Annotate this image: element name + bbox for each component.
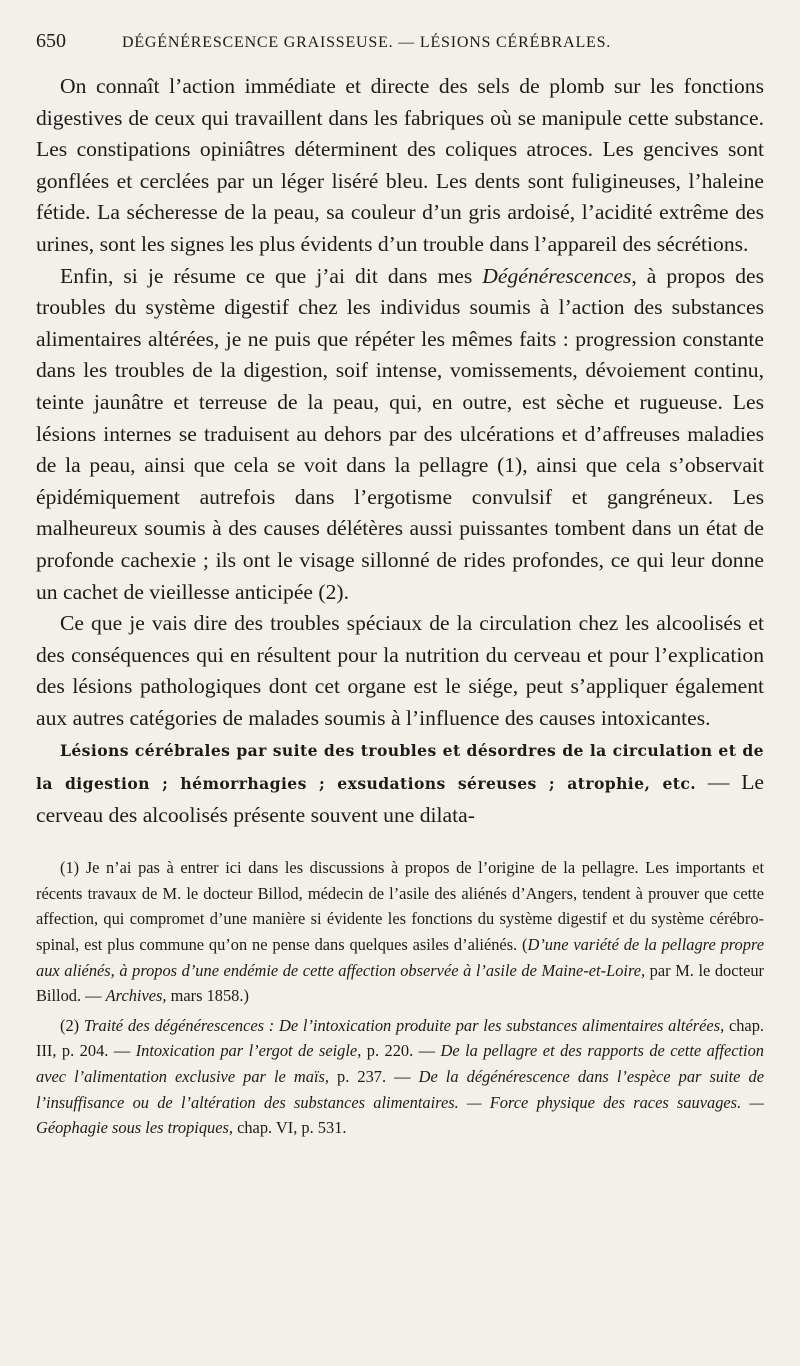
paragraph-summary	[36, 261, 764, 609]
paragraph-lead-poisoning: On connaît l’action immédiate et directe des sels de plomb sur les fonctions digestives de ceux qui travaillent dans les fabriques où se manipule cette substance. Les constipations opiniâtres déterminent des coliques atroces. Les gencives sont gonflées et cerclées par un léger liséré bleu. Les dents sont fuligineuses, l’haleine fétide. La sécheresse de la peau, sa couleur d’un gris ardoisé, l’acidité extrême des urines, sont les signes les plus évidents d’un trouble dans l’appareil des sécrétions.	[36, 74, 764, 256]
paragraph-summary-part: Enfin, si je résume ce que j’ai dit dans mes	[60, 263, 483, 288]
footnote-2-part: (2)	[60, 1015, 84, 1035]
footnotes	[36, 855, 764, 1141]
main-text	[36, 71, 764, 831]
footnote-1-journal: Archives,	[105, 986, 167, 1006]
footnote-2-title: De la dégénérescence dans l’espèce par suite de l’insuffisance ou de l’altération des substances alimentaires. — Force physique des races sauvages. — Géophagie sous les tropiques,	[36, 1067, 764, 1138]
paragraph-section	[36, 734, 764, 831]
footnote-1-part: par M. le docteur Billod. —	[36, 960, 765, 1006]
page-header	[36, 30, 764, 53]
running-title: DÉGÉNÉRESCENCE GRAISSEUSE. — LÉSIONS CÉRÉBRALES.	[122, 34, 612, 51]
footnote-1-part: mars 1858.)	[166, 986, 249, 1006]
footnote-2-title: De la pellagre et des rapports de cette affection avec l’alimentation exclusive par le maïs,	[36, 1041, 764, 1086]
footnote-2-title: Intoxication par l’ergot de seigle,	[135, 1041, 362, 1061]
section-text: — Le cerveau des alcoolisés présente souvent une dilata-	[36, 770, 764, 827]
footnote-2	[36, 1013, 764, 1141]
footnote-2-part: chap. VI, p. 531.	[232, 1118, 347, 1138]
footnote-2-part: chap. III, p. 204. —	[36, 1015, 764, 1061]
footnote-2-part: p. 237. —	[328, 1067, 419, 1086]
footnote-2-part: p. 220. —	[361, 1041, 441, 1061]
footnote-1	[36, 855, 764, 1009]
paragraph-circulation: Ce que je vais dire des troubles spéciaux de la circulation chez les alcoolisés et des conséquences qui en résultent pour la nutrition du cerveau et pour l’explication des lésions pathologiques dont cet organe est le siége, peut s’appliquer également aux autres catégories de malades soumis à l’influence des causes intoxicantes.	[36, 611, 764, 730]
paragraph-summary-part: , à propos des troubles du système digestif chez les individus soumis à l’action des substances alimentaires altérées, je ne puis que répéter les mêmes faits : progression constante dans les troubles de la digestion, soif intense, vomissements, dévoiement continu, teinte jaunâtre et terreuse de la peau, qui, en outre, est sèche et rugueuse. Les lésions internes se traduisent au dehors par des ulcérations et d’affreuses maladies de la peau, ainsi que cela se voit dans la pellagre (1), ainsi que cela s’observait épidémiquement autrefois dans l’ergotisme convulsif et gangréneux. Les malheureux soumis à des causes délétères aussi puissantes tombent dans un état de profonde cachexie ; ils ont le visage sillonné de rides profondes, ce qui leur donne un cachet de vieillesse anticipée (2).	[36, 263, 764, 604]
footnote-2-title: Traité des dégénérescences : De l’intoxication produite par les substances alimentaires altérées,	[83, 1015, 725, 1035]
page-number: 650	[36, 30, 66, 52]
book-title-degenerescences: Dégénérescences	[482, 263, 632, 288]
footnote-1-part: (1) Je n’ai pas à entrer ici dans les discussions à propos de l’origine de la pellagre. Les importants et récents travaux de M. le docteur Billod, médecin de l’asile des aliénés d’Angers, tendent à prouver que cette affection, qui compromet d’une manière si évidente les fonctions du système digestif et du système cérébro-spinal, est plus commune qu’on ne pense dans quelques asiles d’aliénés. (	[36, 858, 764, 955]
section-heading: Lésions cérébrales par suite des troubles et désordres de la circulation et de la digestion ; hémorrhagies ; exsudations séreuses ; atrophie, etc.	[36, 741, 764, 794]
footnote-1-title: D’une variété de la pellagre propre aux aliénés, à propos d’une endémie de cette affection observée à l’asile de Maine-et-Loire,	[36, 935, 764, 980]
